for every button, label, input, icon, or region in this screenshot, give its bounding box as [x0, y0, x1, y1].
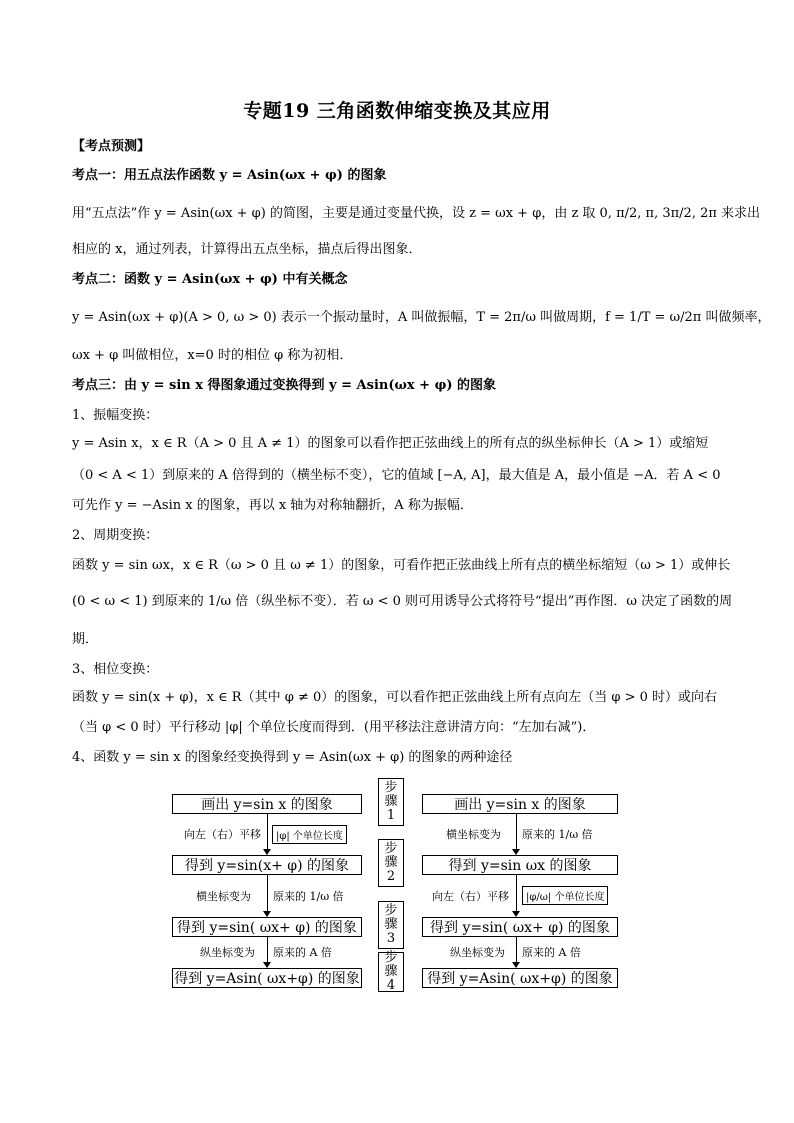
step-3-char-a: 步 [384, 903, 398, 918]
kp2-paragraph-line1: y = Asin(ωx + φ)(A > 0, ω > 0) 表示一个振动量时，A 叫做振幅，T = 2π/ω 叫做周期，f = 1/T = ω/2π 叫做频率， [72, 310, 771, 325]
page-title: 专题19 三角函数伸缩变换及其应用 [243, 100, 551, 122]
flow-right-arrow-1-label-right: 原来的 1/ω 倍 [522, 828, 593, 841]
step-4-char-a: 步 [384, 950, 398, 965]
flow-right-arrow-1-label-left: 横坐标变为 [446, 828, 501, 841]
step-1-char-b: 骤 [384, 794, 398, 809]
flow-right-box-3: 得到 y=sin( ωx+ φ) 的图象 [422, 917, 618, 937]
step-4-char-b: 骤 [384, 964, 398, 979]
kp1-paragraph-line1: 用“五点法”作 y = Asin(ωx + φ) 的简图，主要是通过变量代换，设 z = ωx + φ，由 z 取 0, π/2, π, 3π/2, 2π 来求出 [72, 206, 761, 221]
step-label-3 [378, 901, 404, 949]
s1-title: 1、振幅变换： [72, 408, 159, 423]
flow-right-arrow-3-label-left: 纵坐标变为 [450, 946, 505, 959]
step-3-number: 3 [386, 931, 396, 946]
flow-right-arrow-2-head [512, 911, 520, 917]
s1-line2: （0 < A < 1）到原来的 A 倍得到的（横坐标不变），它的值域 [−A, A]，最大值是 A，最小值是 −A．若 A < 0 [72, 468, 721, 483]
transformation-flow-diagram [170, 778, 622, 992]
s2-line1: 函数 y = sin ωx，x ∈ R（ω > 0 且 ω ≠ 1）的图象，可看作把正弦曲线上所有点的横坐标缩短（ω > 1）或伸长 [72, 558, 731, 573]
step-2-char-a: 步 [384, 841, 398, 856]
flow-left-arrow-3-head [263, 962, 271, 968]
s1-line3: 可先作 y = −Asin x 的图象，再以 x 轴为对称轴翻折，A 称为振幅． [72, 498, 473, 513]
flow-left-box-2: 得到 y=sin(x+ φ) 的图象 [172, 855, 362, 875]
s1-line1: y = Asin x，x ∈ R（A > 0 且 A ≠ 1）的图象可以看作把正弦曲线上的所有点的纵坐标伸长（A > 1）或缩短 [72, 436, 709, 451]
kp2-paragraph-line2: ωx + φ 叫做相位，x=0 时的相位 φ 称为初相． [72, 348, 353, 363]
s2-title: 2、周期变换： [72, 528, 159, 543]
s3-line2: （当 φ < 0 时）平行移动 |φ| 个单位长度而得到．(用平移法注意讲清方向：“左加右减”)． [72, 720, 596, 735]
flow-left-arrow-1-line [267, 814, 268, 849]
flow-right-box-1: 画出 y=sin x 的图象 [422, 794, 618, 814]
s3-line1: 函数 y = sin(x + φ)，x ∈ R（其中 φ ≠ 0）的图象，可以看作把正弦曲线上所有点向左（当 φ > 0 时）或向右 [72, 690, 718, 705]
s2-line2: (0 < ω < 1) 到原来的 1/ω 倍（纵坐标不变）．若 ω < 0 则可用诱导公式将符号“提出”再作图．ω 决定了函数的周 [72, 594, 733, 609]
step-1-char-a: 步 [384, 780, 398, 795]
step-2-char-b: 骤 [384, 855, 398, 870]
flow-right-arrow-2-line [516, 875, 517, 911]
kp1-heading: 考点一：用五点法作函数 y = Asin(ωx + φ) 的图象 [72, 168, 387, 183]
flow-right-arrow-3-head [512, 962, 520, 968]
flow-right-arrow-3-line [516, 937, 517, 962]
step-label-2 [378, 839, 404, 887]
step-3-char-b: 骤 [384, 917, 398, 932]
flow-left-arrow-2-line [267, 875, 268, 911]
flow-right-arrow-1-head [512, 849, 520, 855]
flow-left-arrow-3-line [267, 937, 268, 962]
s3-title: 3、相位变换： [72, 662, 159, 677]
flow-left-arrow-3-label-left: 纵坐标变为 [200, 946, 255, 959]
flow-left-box-4: 得到 y=Asin( ωx+φ) 的图象 [172, 968, 362, 988]
flow-left-box-3: 得到 y=sin( ωx+ φ) 的图象 [172, 917, 362, 937]
step-label-1 [378, 778, 404, 826]
flow-left-box-1: 画出 y=sin x 的图象 [172, 794, 362, 814]
step-4-number: 4 [386, 978, 396, 993]
flow-left-arrow-2-label-right: 原来的 1/ω 倍 [273, 890, 344, 903]
flow-right-box-4: 得到 y=Asin( ωx+φ) 的图象 [422, 968, 618, 988]
flow-right-box-2: 得到 y=sin ωx 的图象 [422, 855, 618, 875]
kp2-heading: 考点二：函数 y = Asin(ωx + φ) 中有关概念 [72, 272, 348, 287]
section-tag: 【考点预测】 [72, 139, 151, 154]
step-1-number: 1 [386, 808, 396, 823]
kp1-paragraph-line2: 相应的 x，通过列表，计算得出五点坐标，描点后得出图象． [72, 242, 422, 257]
flow-left-arrow-1-label-right: |φ| 个单位长度 [272, 825, 347, 844]
flow-right-arrow-1-line [516, 814, 517, 849]
flow-left-arrow-1-label-left: 向左（右）平移 [184, 828, 261, 841]
flow-left-arrow-2-label-left: 横坐标变为 [196, 890, 251, 903]
flow-left-arrow-1-head [263, 849, 271, 855]
step-label-4 [378, 952, 404, 992]
flow-right-arrow-2-label-left: 向左（右）平移 [432, 890, 509, 903]
flow-right-arrow-3-label-right: 原来的 A 倍 [522, 946, 581, 959]
flow-left-arrow-3-label-right: 原来的 A 倍 [273, 946, 332, 959]
kp3-heading: 考点三：由 y = sin x 得图象通过变换得到 y = Asin(ωx + φ) 的图象 [72, 378, 497, 393]
flow-left-arrow-2-head [263, 911, 271, 917]
flow-right-arrow-2-label-right: |φ/ω| 个单位长度 [522, 886, 608, 905]
step-2-number: 2 [386, 869, 396, 884]
s2-line3: 期． [72, 632, 99, 647]
s4-title: 4、函数 y = sin x 的图象经变换得到 y = Asin(ωx + φ) 的图象的两种途径 [72, 750, 513, 765]
